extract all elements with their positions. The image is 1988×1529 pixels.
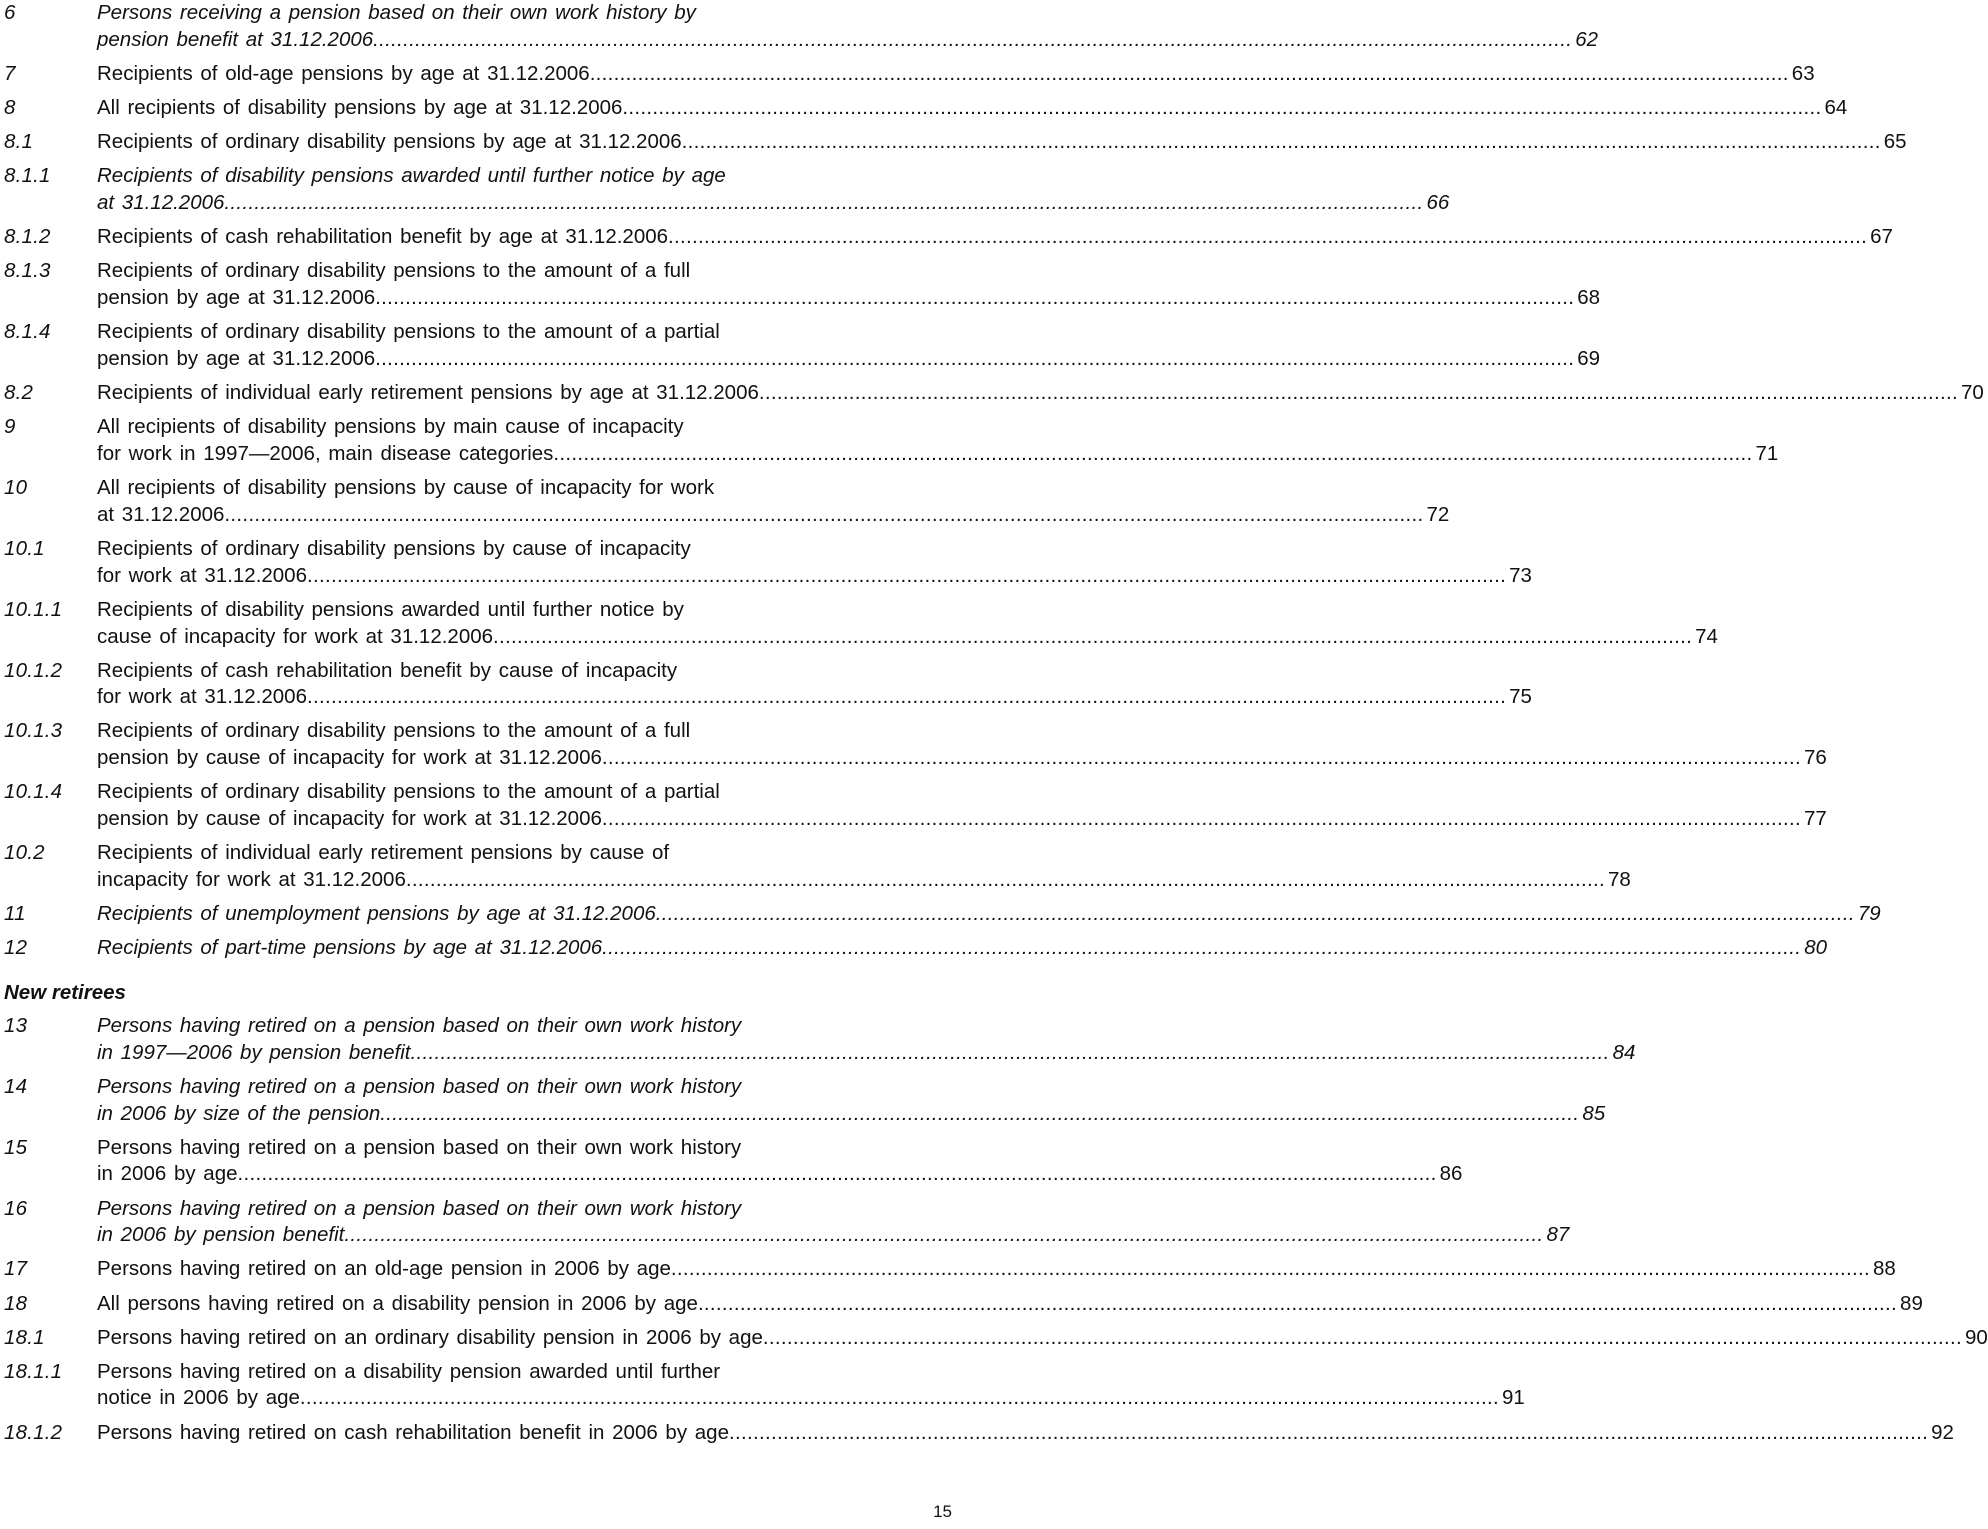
toc-entry-page: 74 [1695,624,1718,648]
toc-entry-title [97,658,1532,712]
toc-entry-text: Recipients of ordinary disability pensions by cause of incapacity [97,536,691,560]
toc-entry-page: 63 [1791,61,1815,85]
dot-leader: ........................................................................................................................................................................................................ [655,902,1855,926]
toc-entry-text: Recipients of old-age pensions by age at 31.12.2006 [97,61,590,85]
dot-leader: ........................................................................................................................................................................................................ [224,190,1424,214]
toc-entry-number: 11 [4,902,26,926]
dot-leader: ........................................................................................................................................................................................................ [601,807,1801,831]
toc-entry-text: at 31.12.2006 [97,190,225,214]
toc-entry [4,1196,1570,1250]
toc-entry-text: in 2006 by age [97,1162,238,1186]
dot-leader: ........................................................................................................................................................................................................ [237,1162,1437,1186]
toc-entry-text: Persons having retired on a pension based on their own work history [97,1013,742,1037]
toc-entry-line [97,95,1848,122]
toc-entry-title [97,475,1450,529]
toc-entry-page: 65 [1883,130,1907,154]
toc-entry [4,901,1881,928]
toc-entry-text: Recipients of individual early retirement pensions by cause of [97,841,670,865]
toc-entry-line [97,745,1827,772]
toc-entry-number: 8.1 [4,130,34,154]
toc-entry-line [97,129,1907,156]
toc-entry-page: 84 [1612,1040,1636,1064]
toc-entry-text: cause of incapacity for work at 31.12.2006 [97,624,494,648]
toc-entry-line [97,224,1893,251]
toc-entry-text: Persons having retired on an old-age pension in 2006 by age [97,1257,671,1281]
dot-leader: ........................................................................................................................................................................................................ [375,346,1575,370]
toc-entry-page: 87 [1546,1223,1570,1247]
toc-entry-page: 80 [1804,936,1828,960]
toc-entry-page: 66 [1426,190,1450,214]
toc-entry-text: notice in 2006 by age [97,1386,300,1410]
toc-list-current-recipients [4,0,1984,962]
toc-entry-title [97,1359,1525,1413]
toc-entry-number: 18 [4,1291,28,1315]
toc-entry-title [97,1074,1606,1128]
toc-entry-line [97,684,1532,711]
toc-entry-line [97,624,1718,651]
toc-entry-number: 16 [4,1196,28,1220]
toc-entry-title [97,1291,1923,1318]
toc-entry-title [97,163,1450,217]
toc-entry-text: Persons having retired on an ordinary disability pension in 2006 by age [97,1325,763,1349]
toc-entry-title [97,1135,1463,1189]
dot-leader: ........................................................................................................................................................................................................ [622,95,1822,119]
toc-entry-page: 78 [1607,868,1631,892]
toc-entry-text: for work at 31.12.2006 [97,685,307,709]
toc-entry-title [97,1013,1636,1067]
toc-entry-page: 92 [1931,1420,1954,1444]
toc-entry-line [97,867,1631,894]
toc-entry-text: at 31.12.2006 [97,502,225,526]
toc-entry [4,258,1601,312]
dot-leader: ........................................................................................................................................................................................................ [758,380,1958,404]
toc-entry-title [97,61,1815,88]
toc-entry-number: 8.1.2 [4,225,51,249]
toc-entry-page: 86 [1439,1162,1463,1186]
toc-entry-line [97,1291,1923,1318]
toc-entry-page: 85 [1582,1101,1606,1125]
toc-entry-line [97,502,1450,529]
toc-entry [4,0,1599,54]
toc-entry-page: 91 [1502,1386,1525,1410]
toc-entry-number: 12 [4,936,28,960]
page-number: 15 [933,1502,952,1521]
toc-entry-text: Recipients of disability pensions awarded until further notice by [97,597,684,621]
toc-entry-number: 8 [4,95,16,119]
toc-entry-line [97,380,1984,407]
toc-entry [4,414,1779,468]
toc-entry [4,935,1828,962]
toc-entry-line [97,901,1881,928]
toc-entry-title [97,0,1599,54]
toc-entry [4,1291,1923,1318]
toc-entry-line [97,441,1779,468]
toc-entry-number: 8.1.3 [4,259,51,283]
toc-entry-text: Recipients of ordinary disability pensions by age at 31.12.2006 [97,130,682,154]
toc-entry [4,779,1827,833]
dot-leader: ........................................................................................................................................................................................................ [762,1325,1962,1349]
dot-leader: ........................................................................................................................................................................................................ [299,1386,1500,1410]
toc-entry [4,718,1827,772]
toc-entry-title [97,1325,1988,1352]
toc-entry-line [97,1101,1606,1128]
toc-entry-title [97,129,1907,156]
toc-entry-title [97,95,1848,122]
dot-leader: ........................................................................................................................................................................................................ [344,1223,1544,1247]
toc-entry-text: Recipients of individual early retirement pensions by age at 31.12.2006 [97,380,759,404]
toc-entry [4,319,1601,373]
dot-leader: ........................................................................................................................................................................................................ [307,685,1507,709]
toc-entry-line [97,61,1815,88]
toc-entry-number: 13 [4,1013,28,1037]
toc-entry [4,597,1718,651]
toc-entry [4,1135,1463,1189]
toc-entry-title [97,779,1827,833]
toc-entry [4,95,1848,122]
dot-leader: ........................................................................................................................................................................................................ [493,624,1693,648]
toc-entry-page: 73 [1509,563,1532,587]
toc-entry-text: Persons having retired on a pension based on their own work history [97,1196,742,1220]
toc-entry-text: Persons having retired on a pension based on their own work history [97,1135,742,1159]
toc-entry-number: 18.1 [4,1325,45,1349]
dot-leader: ........................................................................................................................................................................................................ [553,441,1753,465]
dot-leader: ........................................................................................................................................................................................................ [224,502,1424,526]
toc-entry-page: 68 [1577,285,1601,309]
toc-entry-text: pension by cause of incapacity for work at 31.12.2006 [97,746,602,770]
toc-entry [4,536,1532,590]
toc-entry-number: 10.1.4 [4,780,63,804]
toc-entry-number: 7 [4,61,16,85]
toc-entry [4,380,1984,407]
toc-entry-page: 90 [1965,1325,1988,1349]
toc-entry-text: Recipients of ordinary disability pensions to the amount of a full [97,259,691,283]
dot-leader: ........................................................................................................................................................................................................ [410,1040,1610,1064]
toc-entry-title [97,258,1601,312]
toc-entry-title [97,1196,1570,1250]
toc-entry [4,129,1907,156]
toc-entry-line [97,27,1599,54]
toc-entry-number: 15 [4,1135,28,1159]
toc-entry-page: 71 [1755,441,1779,465]
toc-entry-line [97,1385,1525,1412]
toc-entry-line [97,1325,1988,1352]
toc-entry-line [97,285,1601,312]
toc-entry-text: pension by age at 31.12.2006 [97,346,376,370]
toc-entry-page: 70 [1960,380,1984,404]
toc-entry [4,1420,1954,1447]
toc-entry-text: Recipients of disability pensions awarded until further notice by age [97,164,726,188]
toc-entry-page: 89 [1900,1291,1923,1315]
toc-entry [4,163,1450,217]
toc-entry [4,1256,1896,1283]
section-heading-new-retirees: New retirees [4,981,126,1005]
toc-entry-number: 8.1.1 [4,164,51,188]
toc-entry-title [97,840,1631,894]
dot-leader: ........................................................................................................................................................................................................ [602,936,1802,960]
dot-leader: ........................................................................................................................................................................................................ [589,61,1789,85]
toc-entry-number: 18.1.1 [4,1359,63,1383]
toc-entry [4,224,1893,251]
toc-entry-page: 88 [1873,1257,1896,1281]
toc-entry-title [97,380,1984,407]
toc-entry-text: pension by cause of incapacity for work at 31.12.2006 [97,807,602,831]
dot-leader: ........................................................................................................................................................................................................ [697,1291,1898,1315]
dot-leader: ........................................................................................................................................................................................................ [681,130,1881,154]
toc-entry-line [97,1161,1463,1188]
toc-entry-title [97,1420,1954,1447]
toc-entry-number: 8.1.4 [4,320,51,344]
toc-entry-text: Persons having retired on a pension based on their own work history [97,1074,742,1098]
toc-entry [4,658,1532,712]
toc-entry-number: 17 [4,1257,28,1281]
toc-entry-text: incapacity for work at 31.12.2006 [97,868,406,892]
toc-entry-number: 10.2 [4,841,45,865]
dot-leader: ........................................................................................................................................................................................................ [601,746,1801,770]
toc-entry-text: Persons having retired on a disability pension awarded until further [97,1359,721,1383]
toc-entry-title [97,718,1827,772]
toc-entry-text: in 2006 by pension benefit [97,1223,345,1247]
toc-entry-text: Persons receiving a pension based on their own work history by [97,1,696,24]
toc-entry [4,840,1631,894]
toc-entry-number: 10 [4,475,28,499]
toc-list-new-retirees [4,1013,1988,1447]
toc-entry-number: 14 [4,1074,28,1098]
toc-entry-text: All recipients of disability pensions by cause of incapacity for work [97,475,715,499]
toc-entry [4,1359,1525,1413]
toc-entry-number: 10.1 [4,536,45,560]
dot-leader: ........................................................................................................................................................................................................ [375,285,1575,309]
toc-entry-line [97,1040,1636,1067]
toc-entry-text: for work at 31.12.2006 [97,563,307,587]
toc-entry [4,61,1815,88]
toc-entry-text: Recipients of cash rehabilitation benefit by age at 31.12.2006 [97,225,669,249]
toc-entry-line [97,190,1450,217]
dot-leader: ........................................................................................................................................................................................................ [307,563,1507,587]
toc-entry-page: 62 [1575,27,1599,51]
toc-entry-text: for work in 1997—2006, main disease categories [97,441,554,465]
toc-entry-number: 10.1.2 [4,658,63,682]
dot-leader: ........................................................................................................................................................................................................ [670,1257,1870,1281]
toc-entry-number: 10.1.1 [4,597,63,621]
toc-entry-page: 64 [1824,95,1848,119]
toc-entry-text: pension benefit at 31.12.2006 [97,27,374,51]
dot-leader: ........................................................................................................................................................................................................ [668,225,1868,249]
toc-entry-line [97,1420,1954,1447]
toc-entry-text: Recipients of part-time pensions by age at 31.12.2006 [97,936,603,960]
toc-entry-title [97,319,1601,373]
toc-entry-title [97,536,1532,590]
toc-entry-line [97,346,1601,373]
toc-entry-title [97,935,1828,962]
dot-leader: ........................................................................................................................................................................................................ [373,27,1573,51]
dot-leader: ........................................................................................................................................................................................................ [729,1420,1929,1444]
toc-entry [4,1074,1606,1128]
toc-entry-text: in 1997—2006 by pension benefit [97,1040,411,1064]
toc-entry-page: 72 [1426,502,1450,526]
toc-entry-text: pension by age at 31.12.2006 [97,285,376,309]
toc-entry-page: 69 [1577,346,1601,370]
toc-entry-text: Recipients of ordinary disability pensions to the amount of a partial [97,780,720,804]
toc-entry-text: Persons having retired on cash rehabilitation benefit in 2006 by age [97,1420,729,1444]
table-of-contents [4,0,1988,1446]
toc-entry-page: 67 [1870,225,1893,249]
toc-entry-title [97,901,1881,928]
toc-entry-title [97,1256,1896,1283]
toc-entry-number: 9 [4,415,16,439]
toc-entry-text: All recipients of disability pensions by main cause of incapacity [97,415,684,439]
toc-entry-title [97,414,1779,468]
toc-entry-text: All recipients of disability pensions by age at 31.12.2006 [97,95,623,119]
toc-entry-number: 18.1.2 [4,1420,63,1444]
toc-entry-page: 75 [1509,685,1532,709]
toc-entry-text: Recipients of unemployment pensions by age at 31.12.2006 [97,902,656,926]
toc-entry-page: 77 [1804,807,1827,831]
toc-entry-text: Recipients of ordinary disability pensions to the amount of a full [97,719,691,743]
toc-entry-line [97,935,1828,962]
toc-entry [4,1325,1988,1352]
toc-entry-title [97,224,1893,251]
toc-entry-line [97,806,1827,833]
toc-entry-title [97,597,1718,651]
toc-entry-line [97,1256,1896,1283]
toc-entry-page: 79 [1857,902,1881,926]
dot-leader: ........................................................................................................................................................................................................ [380,1101,1580,1125]
toc-entry [4,1013,1636,1067]
toc-entry-line [97,563,1532,590]
toc-entry-text: All persons having retired on a disability pension in 2006 by age [97,1291,698,1315]
toc-entry [4,475,1450,529]
toc-entry-number: 10.1.3 [4,719,63,743]
toc-entry-number: 6 [4,1,16,24]
toc-entry-text: in 2006 by size of the pension [97,1101,381,1125]
toc-entry-page: 76 [1804,746,1827,770]
toc-entry-number: 8.2 [4,380,34,404]
toc-entry-line [97,1222,1570,1249]
dot-leader: ........................................................................................................................................................................................................ [405,868,1605,892]
toc-entry-text: Recipients of ordinary disability pensions to the amount of a partial [97,320,720,344]
toc-entry-text: Recipients of cash rehabilitation benefit by cause of incapacity [97,658,678,682]
